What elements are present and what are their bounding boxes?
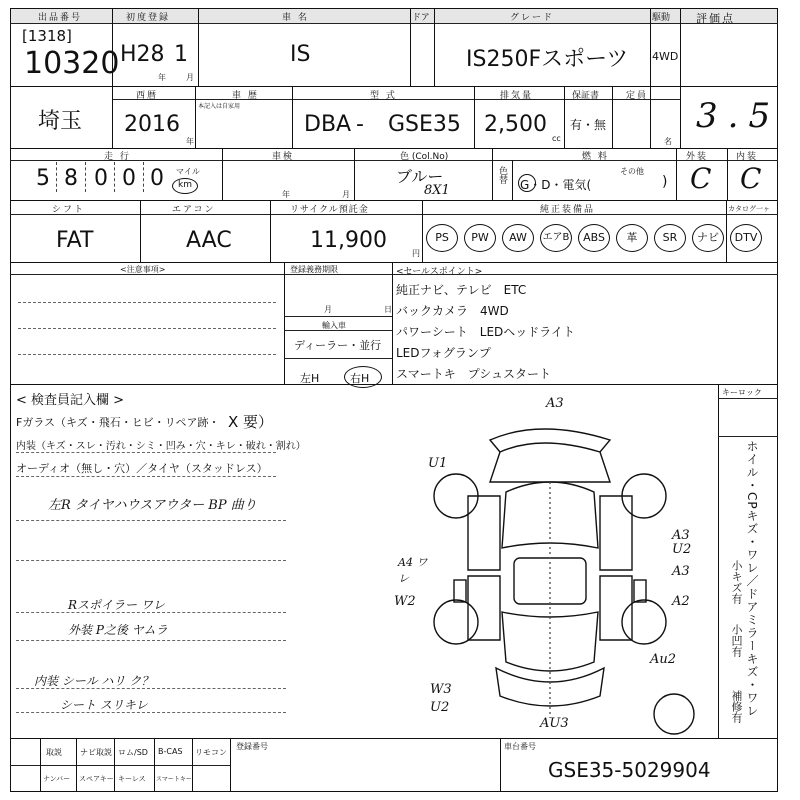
lot-number: 10320 xyxy=(24,46,120,81)
hand-note: Rスポイラー ワレ xyxy=(68,598,165,612)
warranty-value: 有・無 xyxy=(570,118,607,132)
footer-item: ナビ取説 xyxy=(80,748,112,757)
inspector-line xyxy=(16,640,286,641)
lot-sub: [1318] xyxy=(22,27,72,45)
footer-item: ロム/SD xyxy=(118,748,148,757)
equip-dtv: DTV xyxy=(730,224,762,252)
import-value: ディーラー・並行 xyxy=(294,339,382,352)
model-year-label: 西暦 xyxy=(136,91,159,101)
type-code: GSE35 xyxy=(388,112,461,137)
footer-item: リモコン xyxy=(195,748,227,757)
history-label: 車 歴 xyxy=(232,91,259,101)
equip-abs: ABS xyxy=(578,224,610,252)
rule xyxy=(40,738,41,792)
displacement: 2,500 xyxy=(484,112,547,137)
caution-label: <注意事項> xyxy=(120,265,166,274)
rule xyxy=(76,738,77,792)
windshield-line: Fガラス（キズ・飛石・ヒビ・リペア跡・ xyxy=(16,416,220,429)
color-label: 色 (Col.No) xyxy=(400,152,449,162)
rule xyxy=(284,358,392,359)
rule xyxy=(512,160,513,200)
rule xyxy=(10,200,778,201)
inspector-line xyxy=(16,688,286,689)
warranty-label: 保証書 xyxy=(572,91,600,101)
rule xyxy=(56,162,57,192)
rule xyxy=(10,262,778,263)
rule xyxy=(727,148,728,200)
car-name-label: 車 名 xyxy=(282,13,309,23)
rule xyxy=(718,436,778,437)
mark-left-mid: A4 ワレ xyxy=(398,556,428,585)
rule xyxy=(140,200,141,262)
rule xyxy=(114,162,115,192)
equip-navi: ナビ xyxy=(692,224,724,252)
mark-right-1b: U2 xyxy=(672,542,692,557)
drive-label: 駆動 xyxy=(652,13,671,23)
region: 埼玉 xyxy=(38,109,83,134)
windshield-mark: X 要） xyxy=(228,413,274,431)
mileage-digit: 5 xyxy=(36,166,50,191)
reg-day-unit: 日 xyxy=(384,305,392,314)
exterior-label: 外装 xyxy=(686,152,709,162)
drive: 4WD xyxy=(652,50,679,63)
right-col-3: 小凹有 xyxy=(730,624,743,657)
rule xyxy=(10,86,778,87)
equip-leather: 革 xyxy=(616,224,648,252)
rule xyxy=(680,8,681,148)
model-year-unit: 年 xyxy=(186,137,194,146)
grade: IS250Fスポーツ xyxy=(466,47,629,72)
rule xyxy=(192,738,193,792)
mileage-digit: 8 xyxy=(64,166,78,191)
mileage-label: 走 行 xyxy=(104,152,131,162)
shift: FAT xyxy=(56,228,94,253)
rule xyxy=(10,214,778,215)
exterior-value: C xyxy=(690,162,712,195)
type-dash: - xyxy=(356,112,364,137)
rule xyxy=(198,8,199,86)
shaken-label: 車検 xyxy=(272,152,295,162)
sales-point: スマートキ プシュスタート xyxy=(396,367,552,381)
steering-right: 右H xyxy=(350,372,370,385)
fuel-label: 燃 料 xyxy=(582,152,609,162)
rule xyxy=(474,86,475,148)
capacity-unit: 名 xyxy=(664,137,672,146)
right-col-4: 補修有 xyxy=(730,690,743,723)
rule xyxy=(676,148,677,200)
key-lock-label: キーロック xyxy=(722,388,762,397)
rule xyxy=(718,398,778,399)
rule xyxy=(354,148,355,200)
sales-point: LEDフォグランプ xyxy=(396,346,491,360)
rule xyxy=(564,86,565,148)
hand-note: 内装 シール ハリ ク？ xyxy=(34,674,154,688)
mark-right-low: A2 xyxy=(672,594,690,609)
rule xyxy=(10,23,778,24)
mark-left-low: W2 xyxy=(394,594,416,609)
reg-month-unit: 月 xyxy=(324,305,332,314)
score-label: 評価点 xyxy=(696,12,735,25)
fuel-g-circle xyxy=(518,174,536,192)
mile-label: マイル xyxy=(176,167,200,176)
history-note: 本記入は自家用 xyxy=(198,103,241,110)
mark-right-bottom: Au2 xyxy=(650,652,677,667)
model-year: 2016 xyxy=(124,112,180,137)
inspector-line xyxy=(16,520,286,521)
rule xyxy=(195,86,196,148)
rule xyxy=(500,738,501,792)
footer-item: ナンバー xyxy=(43,775,71,783)
rule xyxy=(650,8,651,148)
equip-ps: PS xyxy=(426,224,458,252)
hand-note: シート スリキレ xyxy=(60,698,148,712)
rule xyxy=(10,384,778,385)
shaken-year-unit: 年 xyxy=(282,190,290,199)
mileage-digit: 0 xyxy=(150,166,164,191)
inspector-line xyxy=(16,452,276,453)
recycle-unit: 円 xyxy=(412,249,420,258)
mark-bottom-left-1: W3 xyxy=(430,682,452,697)
interior-line: 内装（キズ・スレ・汚れ・シミ・凹み・穴・キレ・破れ・割れ） xyxy=(16,441,306,452)
mileage-digit: 0 xyxy=(122,166,136,191)
type-prefix: DBA xyxy=(304,112,352,137)
year-unit: 年 xyxy=(158,73,166,82)
car-name: IS xyxy=(290,42,311,67)
shift-label: シフト xyxy=(52,205,86,215)
color-change-label: 色替 xyxy=(497,166,507,184)
rule xyxy=(612,86,613,148)
rule xyxy=(143,162,144,192)
mileage-digits xyxy=(28,162,168,196)
rule xyxy=(292,86,293,148)
rule xyxy=(284,262,285,384)
inspector-line xyxy=(16,612,286,613)
first-reg-month: 1 xyxy=(174,42,188,67)
rule xyxy=(410,8,411,86)
rule xyxy=(492,148,493,200)
capacity-label: 定員 xyxy=(626,91,649,101)
rule xyxy=(10,765,230,766)
rule xyxy=(284,316,392,317)
rule xyxy=(222,148,223,200)
fuel-close: ) xyxy=(662,174,668,190)
caution-line xyxy=(18,354,276,355)
month-unit: 月 xyxy=(186,73,194,82)
fuel-other: その他 xyxy=(620,167,644,176)
footer-item: 取説 xyxy=(46,748,62,757)
footer-item: B-CAS xyxy=(158,747,183,756)
mark-bottom-left-2: U2 xyxy=(430,700,450,715)
ac-label: エアコン xyxy=(172,205,216,215)
chassis-number: GSE35-5029904 xyxy=(548,758,711,782)
catalog-label: カタログ一ヶ xyxy=(728,205,770,213)
steering-left: 左H xyxy=(300,372,320,385)
caution-line xyxy=(18,328,276,329)
chassis-label: 車台番号 xyxy=(504,742,536,751)
recycle: 11,900 xyxy=(310,228,387,253)
mileage-digit: 0 xyxy=(94,166,108,191)
footer-item: スマートキー xyxy=(156,776,192,783)
color-code: 8X1 xyxy=(424,183,450,198)
recycle-label: リサイクル預託金 xyxy=(290,205,369,215)
color-value: ブルー xyxy=(396,167,444,186)
inspector-title: < 検査員記入欄 > xyxy=(16,393,125,408)
first-reg-era: H28 xyxy=(120,42,165,67)
first-reg-label: 初度登録 xyxy=(126,13,171,23)
hand-note: 左R タイヤハウスアウター BP 曲り xyxy=(48,498,257,513)
rule xyxy=(718,384,719,738)
rule xyxy=(10,738,778,739)
rule xyxy=(154,738,155,792)
sales-points-label: <セールスポイント> xyxy=(396,267,483,277)
equip-pw: PW xyxy=(464,224,496,252)
inspector-line xyxy=(16,712,286,713)
equipment-label: 純正装備品 xyxy=(540,205,596,215)
sales-point: 純正ナビ、テレビ ETC xyxy=(396,283,527,297)
reg-number-label: 登録番号 xyxy=(236,742,268,751)
sales-point: バックカメラ 4WD xyxy=(396,304,509,318)
rule xyxy=(392,262,393,384)
car-damage-diagram xyxy=(420,400,710,736)
import-label: 輸入車 xyxy=(322,321,346,330)
reg-expiry-label: 登録義務期限 xyxy=(290,265,338,274)
footer-item: キーレス xyxy=(118,775,146,783)
audio-line: オーディオ（無し・穴）／タイヤ（スタッドレス） xyxy=(16,462,268,475)
fuel-options: G・D・電気( xyxy=(520,178,592,192)
shaken-month-unit: 月 xyxy=(342,190,350,199)
grade-label: グレード xyxy=(510,13,555,23)
inspector-line xyxy=(16,560,286,561)
rule xyxy=(230,738,231,792)
displacement-label: 排気量 xyxy=(500,91,534,101)
mark-right-2: A3 xyxy=(672,564,690,579)
type-label: 型 式 xyxy=(370,91,397,101)
interior-label: 内装 xyxy=(736,152,759,162)
right-vertical-text: ホイル・CPキズ・ワレ／ドアミラーキズ・ワレ xyxy=(745,440,759,718)
mark-right-1: A3 xyxy=(672,528,690,543)
cc-unit: cc xyxy=(552,134,561,143)
km-label: km xyxy=(178,180,192,190)
score-value: 3.5 xyxy=(696,96,781,136)
footer-item: スペアキー xyxy=(79,775,114,783)
rule xyxy=(270,200,271,262)
caution-line xyxy=(18,302,276,303)
sales-point: パワーシート LEDヘッドライト xyxy=(396,325,575,339)
equip-aw: AW xyxy=(502,224,534,252)
hand-note: 外装 P之後 ヤムラ xyxy=(68,623,168,637)
interior-value: C xyxy=(740,162,762,195)
rule xyxy=(422,200,423,262)
rule xyxy=(85,162,86,192)
lot-label: 出品番号 xyxy=(38,13,83,23)
mark-left-upper: U1 xyxy=(428,456,448,471)
right-col-2: 小キズ有 xyxy=(730,560,743,604)
rule xyxy=(114,738,115,792)
doors-label: ドア xyxy=(412,13,430,23)
ac: AAC xyxy=(186,228,232,253)
equip-airbag: エアB xyxy=(540,224,572,252)
equipment-list xyxy=(426,224,798,254)
rule xyxy=(434,8,435,86)
equip-sunroof: SR xyxy=(654,224,686,252)
rule xyxy=(112,86,113,148)
rule xyxy=(284,330,392,331)
mark-top: A3 xyxy=(546,396,564,411)
mark-bottom: AU3 xyxy=(540,716,569,731)
inspector-line xyxy=(16,476,276,477)
